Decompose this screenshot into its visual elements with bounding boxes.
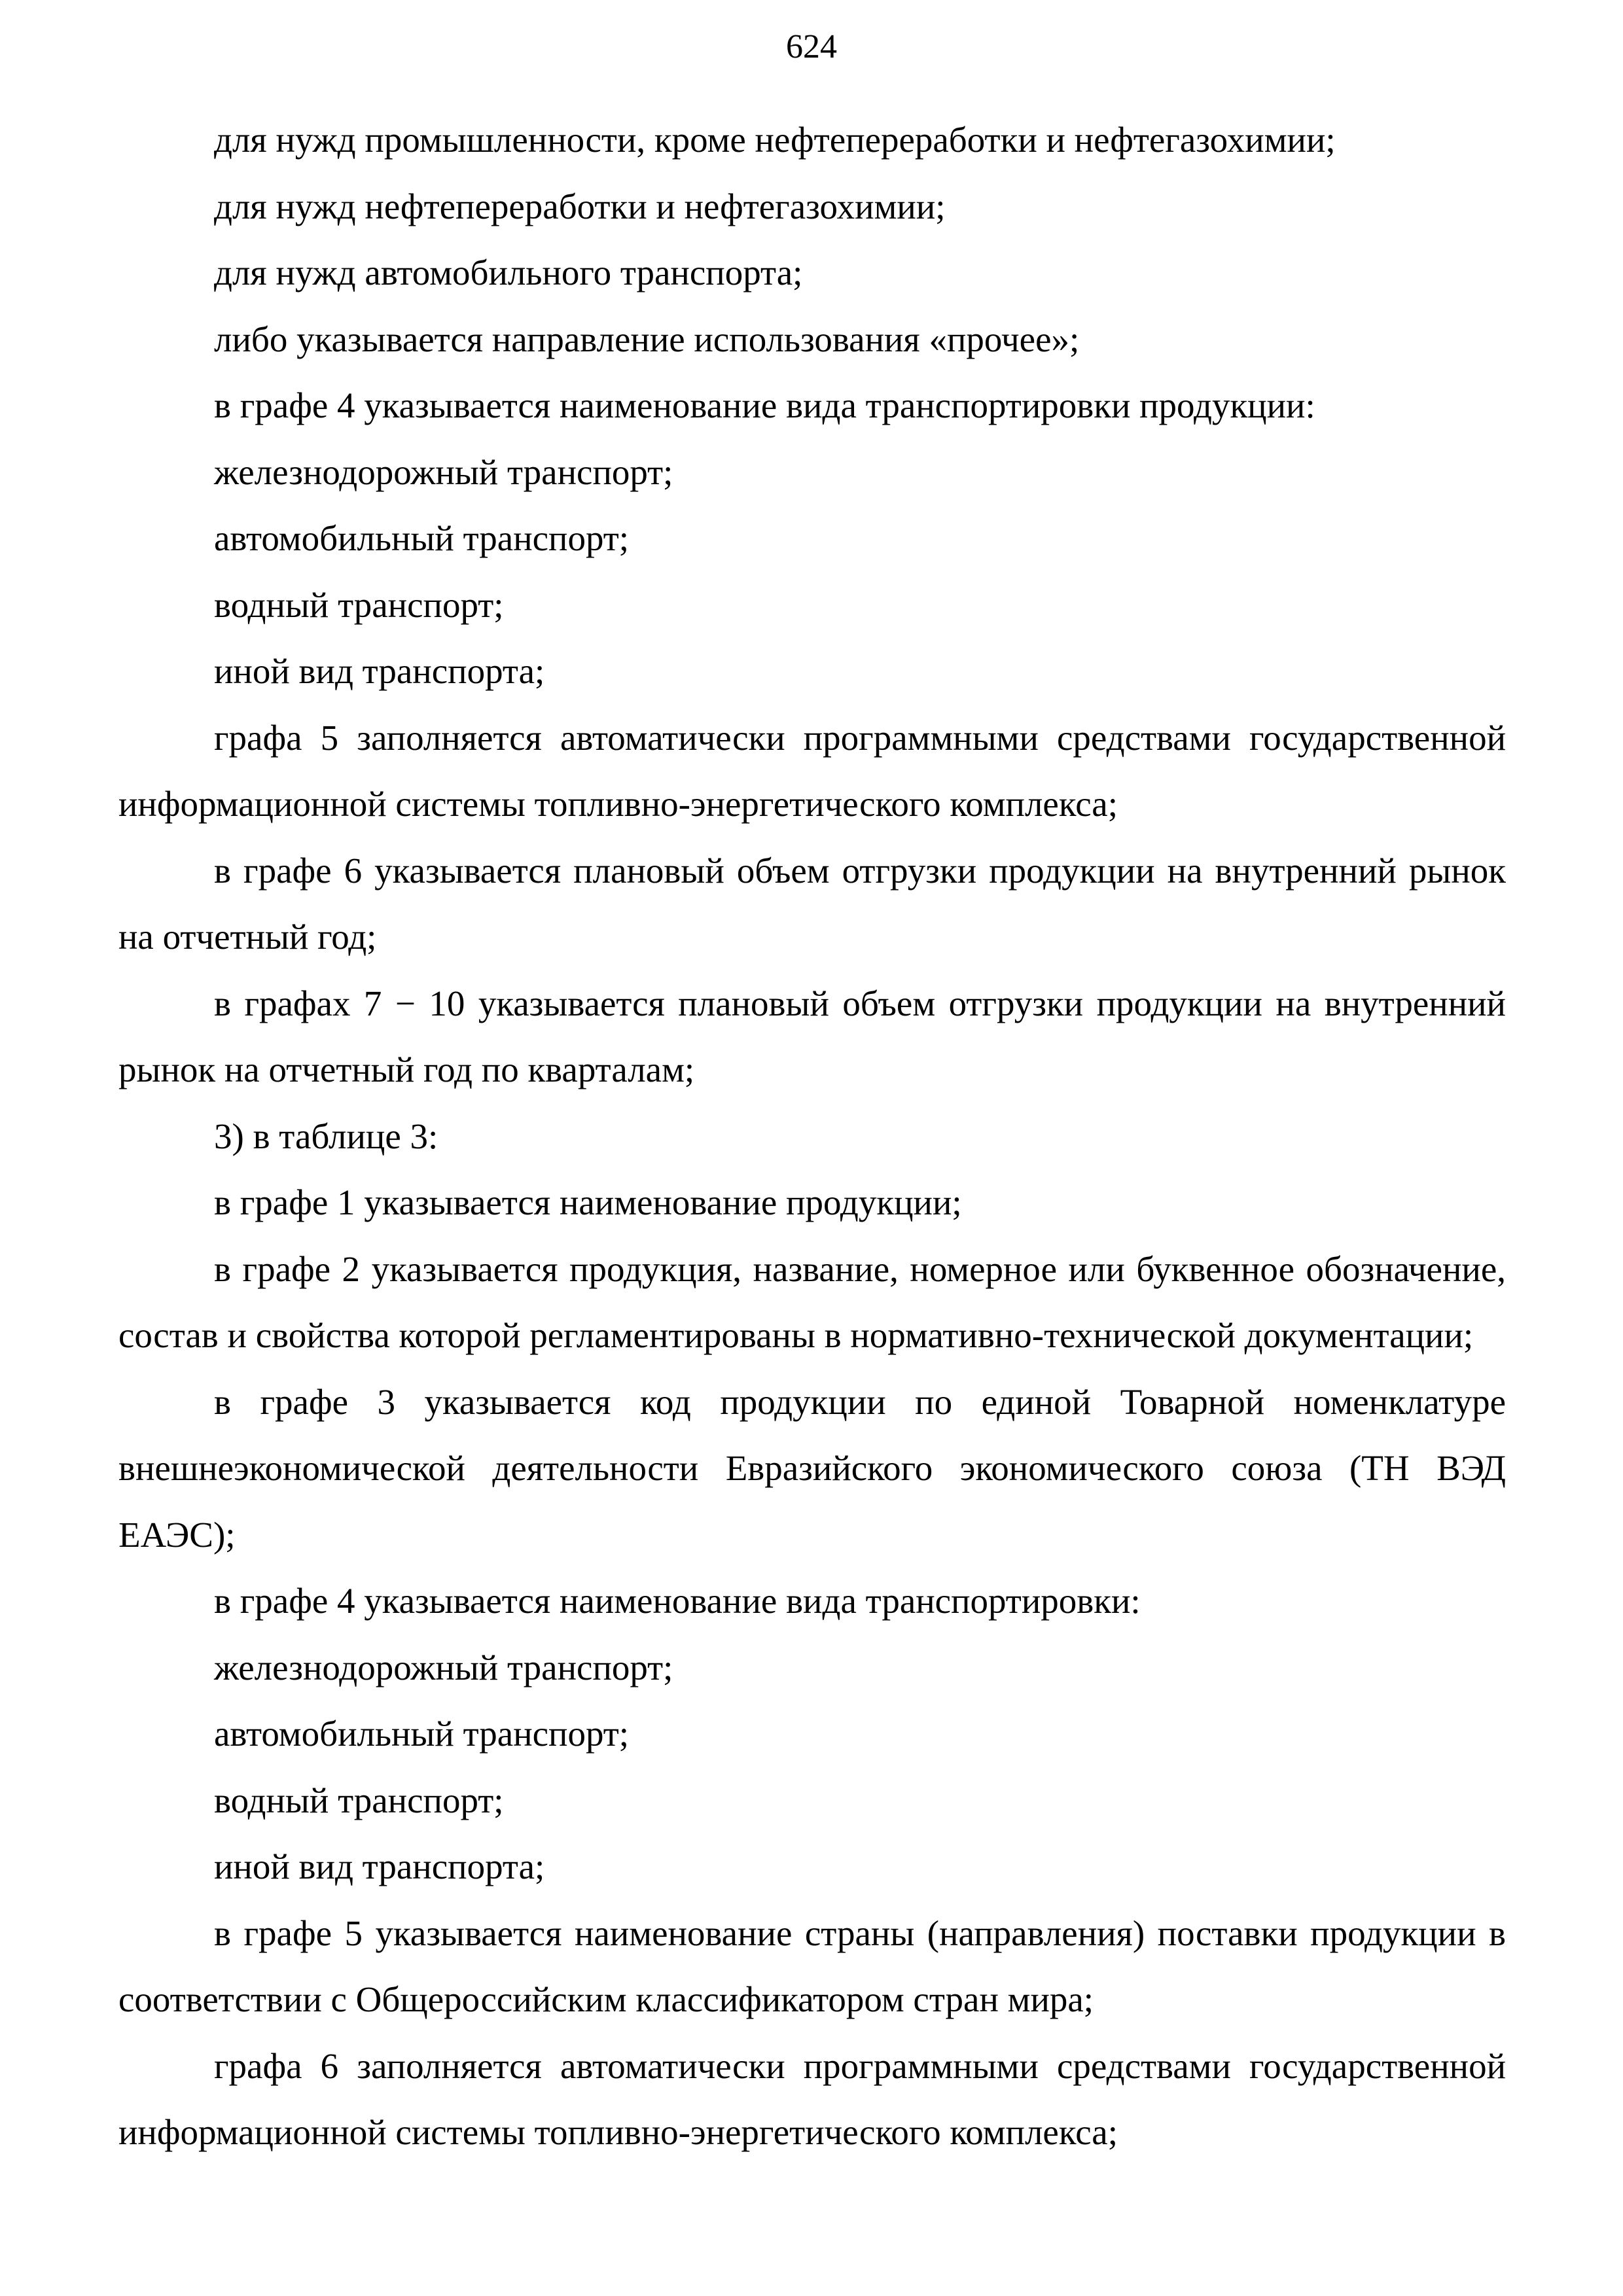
paragraph: для нужд промышленности, кроме нефтепереработки и нефтегазохимии;: [214, 120, 1336, 160]
paragraph: в графе 5 указывается наименование страны (направления) поставки продукции в соответствии с Общероссийским классификатором стран мира;: [118, 1913, 1506, 2019]
paragraph: в графе 4 указывается наименование вида транспортировки продукции:: [214, 385, 1315, 425]
paragraph: графа 5 заполняется автоматически программными средствами государственной информационной системы топливно-энергетического комплекса;: [118, 717, 1506, 824]
page-number: 624: [786, 28, 837, 65]
paragraph: в графе 2 указывается продукция, название, номерное или буквенное обозначение, состав и свойства которой регламентированы в нормативно-технической документации;: [118, 1248, 1506, 1355]
paragraph: в графе 4 указывается наименование вида транспортировки:: [214, 1581, 1141, 1621]
paragraph: автомобильный транспорт;: [214, 518, 630, 558]
paragraph: водный транспорт;: [214, 584, 504, 625]
paragraph: в графе 1 указывается наименование продукции;: [214, 1182, 962, 1222]
paragraph: иной вид транспорта;: [214, 651, 545, 691]
paragraph: водный транспорт;: [214, 1780, 504, 1820]
paragraph: в графе 3 указывается код продукции по единой Товарной номенклатуре внешнеэкономической деятельности Евразийского экономического союза (ТН ВЭД ЕАЭС);: [118, 1381, 1506, 1555]
paragraph: в графе 6 указывается плановый объем отгрузки продукции на внутренний рынок на отчетный год;: [118, 850, 1506, 957]
paragraph: иной вид транспорта;: [214, 1846, 545, 1886]
paragraph: 3) в таблице 3:: [214, 1116, 438, 1156]
paragraph: для нужд нефтепереработки и нефтегазохимии;: [214, 186, 946, 226]
paragraph: графа 6 заполняется автоматически программными средствами государственной информационной системы топливно-энергетического комплекса;: [118, 2045, 1506, 2152]
paragraph: в графах 7 − 10 указывается плановый объем отгрузки продукции на внутренний рынок на отчетный год по кварталам;: [118, 983, 1506, 1089]
paragraph: железнодорожный транспорт;: [214, 451, 673, 492]
paragraph: железнодорожный транспорт;: [214, 1647, 673, 1687]
paragraph: автомобильный транспорт;: [214, 1714, 630, 1754]
document-body: [118, 107, 1506, 2166]
paragraph: для нужд автомобильного транспорта;: [214, 253, 803, 292]
paragraph: либо указывается направление использования «прочее»;: [214, 319, 1080, 359]
